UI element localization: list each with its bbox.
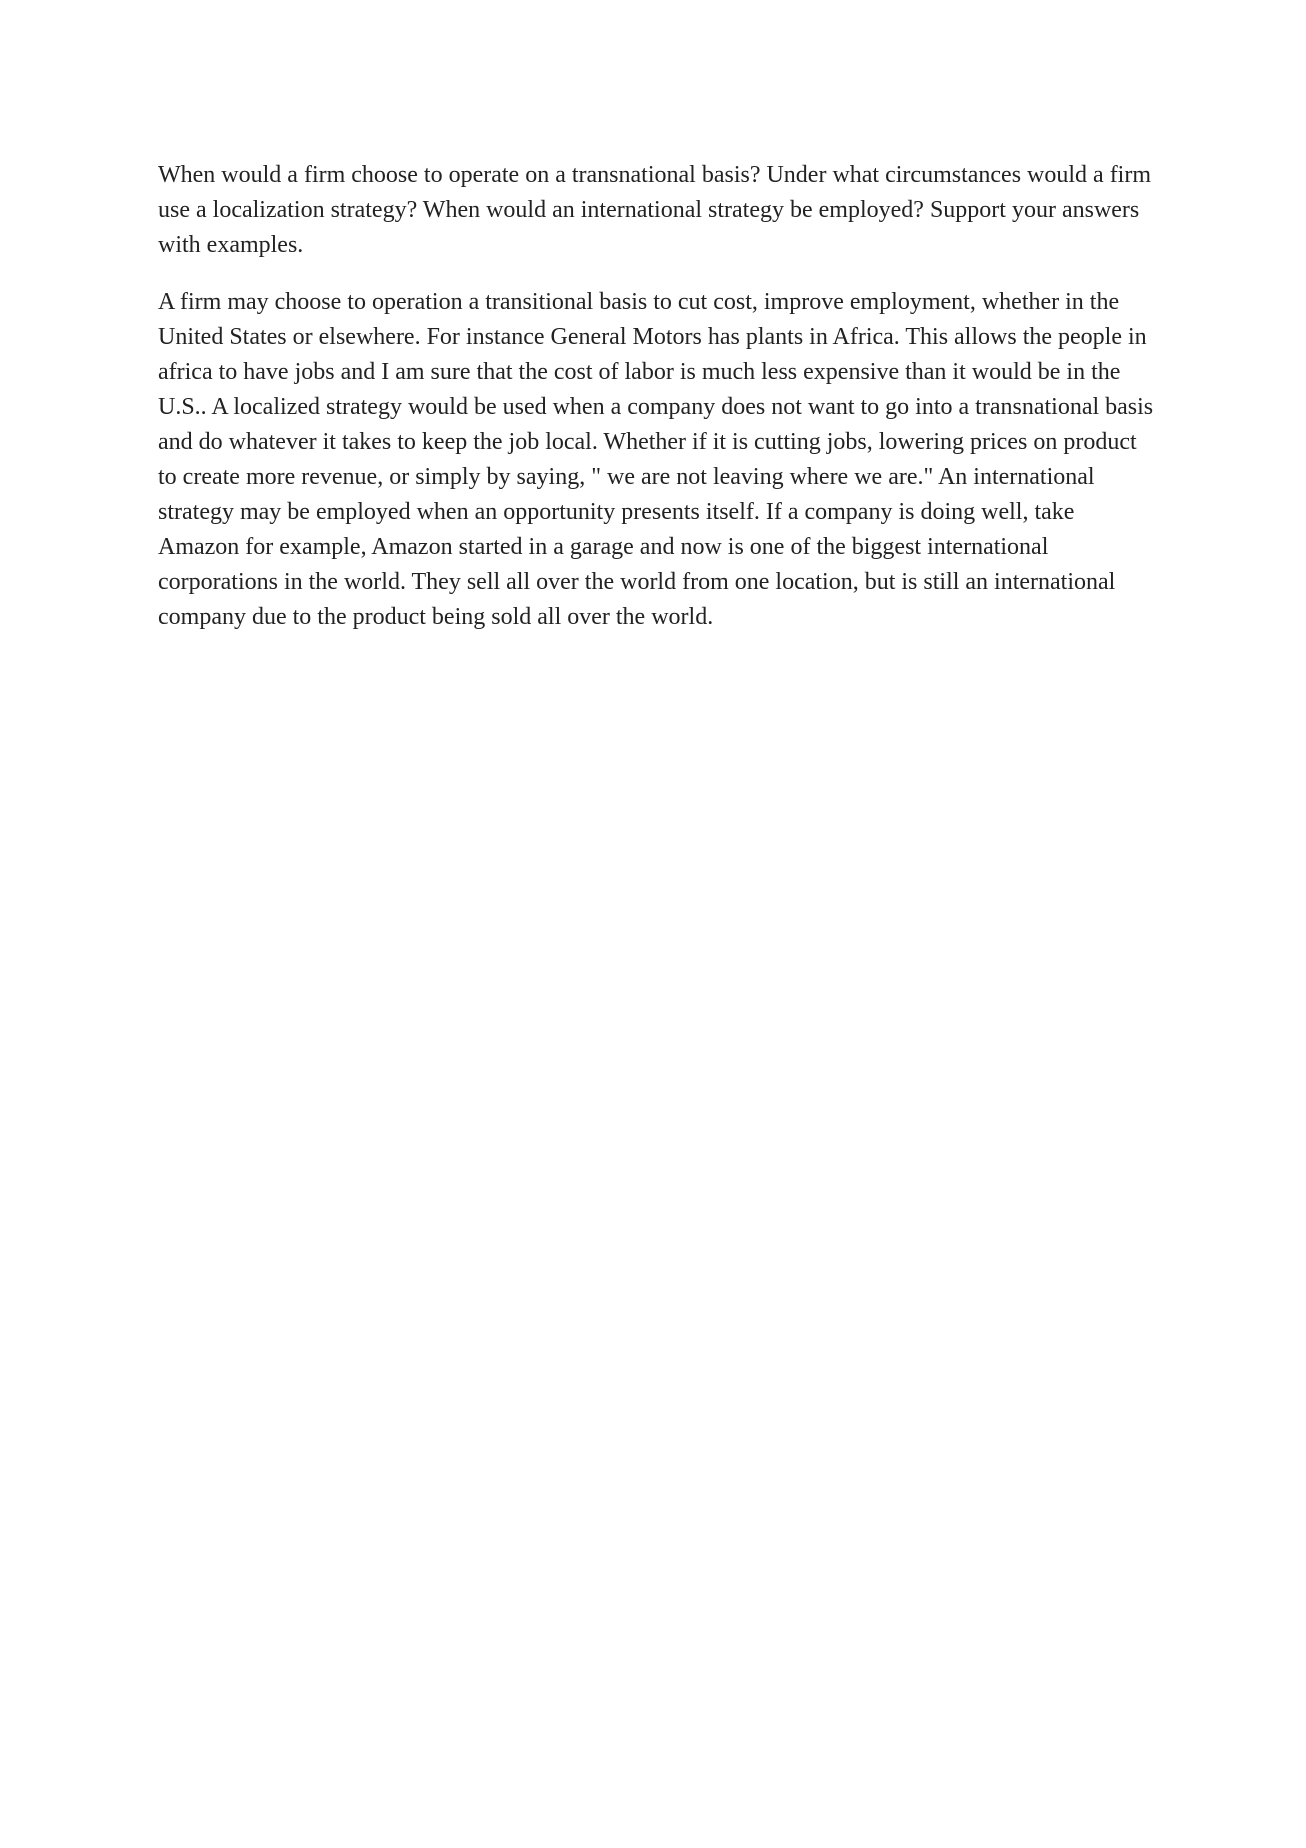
answer-paragraph: A firm may choose to operation a transitional basis to cut cost, improve employment, whether in the United States or elsewhere. For instance General Motors has plants in Africa. This allows the people in africa to have jobs and I am sure that the cost of labor is much less expensive than it would be in the U.S.. A localized strategy would be used when a company does not want to go into a transnational basis and do whatever it takes to keep the job local. Whether if it is cutting jobs, lowering prices on product to create more revenue, or simply by saying, " we are not leaving where we are." An international strategy may be employed when an opportunity presents itself. If a company is doing well, take Amazon for example, Amazon started in a garage and now is one of the biggest international corporations in the world. They sell all over the world from one location, but is still an international company due to the product being sold all over the world. xyxy=(158,289,1154,630)
question-paragraph: When would a firm choose to operate on a transnational basis? Under what circumstances would a firm use a localization strategy? When would an international strategy be employed? Support your answers with examples. xyxy=(158,162,1152,258)
document-body xyxy=(158,158,1158,657)
